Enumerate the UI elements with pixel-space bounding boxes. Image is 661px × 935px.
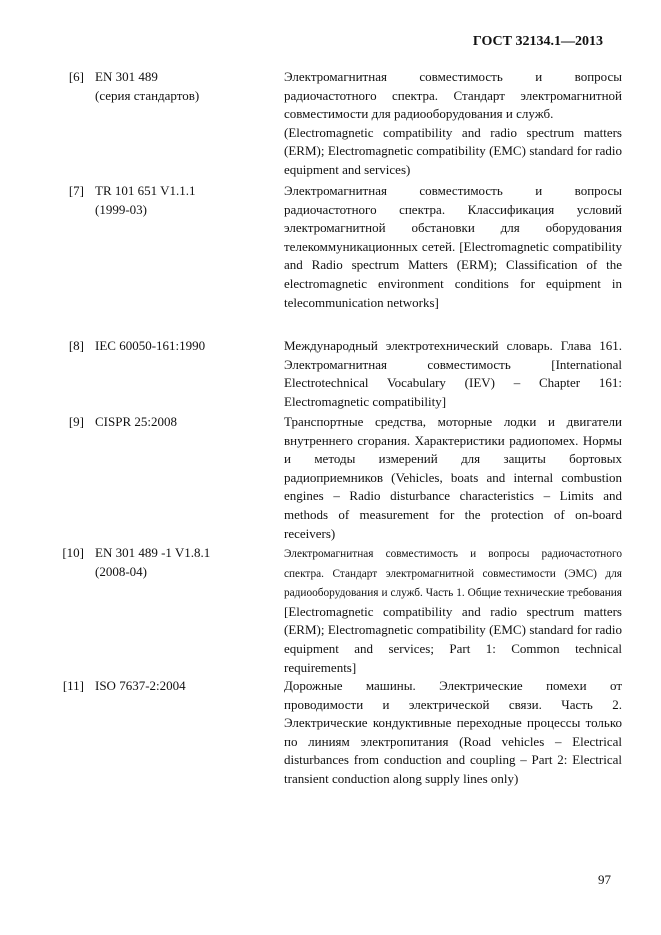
reference-code-line: (1999-03) (95, 201, 147, 217)
reference-description (284, 544, 622, 677)
reference-description-text: Дорожные машины. Электрические помехи от проводимости и электрической связи. Часть 2. Электрические кондуктивные переходные процессы только по линиям электропитания (Road vehicles – Electrical disturbances from conduction and coupling – Part 2: Electrical transient conduction along supply lines only) (284, 678, 622, 786)
reference-code-line: (серия стандартов) (95, 87, 200, 103)
reference-description-text: Электромагнитная совместимость и вопросы радиочастотного спектра. Классификация условий электромагнитной обстановки для оборудования телекоммуникационных сетей. [Electromagnetic compatibility and Radio spectrum Matters (ERM); Classification of the electromagnetic environment conditions for equipment in telecommunication networks] (284, 183, 622, 310)
reference-description (284, 337, 622, 411)
reference-number: [10] (62, 545, 84, 560)
reference-code-line: CISPR 25:2008 (95, 414, 177, 429)
reference-code (95, 337, 275, 356)
reference-description-en: [Electromagnetic compatibility and radio spectrum matters (ERM); Electromagnetic compatibility (EMC) standard for radio equipment and services; Part 1: Common technical requirements] (284, 603, 622, 675)
reference-description-text: Международный электротехнический словарь. Глава 161. Электромагнитная совместимость [International Electrotechnical Vocabulary (IEV) – Chapter 161: Electromagnetic compatibility] (284, 338, 622, 409)
reference-description (284, 677, 622, 789)
reference-description-en: (Electromagnetic compatibility and radio spectrum matters (ERM); Electromagnetic compatibility (EMC) standard for radio equipment and services) (284, 124, 622, 177)
reference-code (95, 413, 275, 432)
reference-code (95, 182, 275, 219)
reference-number: [6] (68, 69, 84, 84)
reference-code (95, 544, 275, 581)
reference-description-text (284, 544, 622, 677)
document-header: ГОСТ 32134.1—2013 (472, 34, 603, 49)
reference-code-line: IEC 60050-161:1990 (95, 338, 206, 353)
reference-number: [9] (68, 414, 84, 429)
reference-description-ru: Электромагнитная совместимость и вопросы радиочастотного спектра. Стандарт электромагнитной совместимости (ЭМС) для радиооборудования и служб. Часть 1. Общие технические требования (284, 548, 622, 600)
reference-description-text: Транспортные средства, моторные лодки и двигатели внутреннего сгорания. Характеристики радиопомех. Нормы и методы измерений для защиты бортовых радиоприемников (Vehicles, boats and internal combustion engines – Radio disturbance characteristics – Limits and methods of measurement for the protection of on-board receivers) (284, 414, 622, 541)
reference-description (284, 413, 622, 543)
reference-code-line: EN 301 489 -1 V1.8.1 (95, 545, 211, 560)
reference-code-line: EN 301 489 (95, 69, 158, 84)
reference-description-ru: Электромагнитная совместимость и вопросы радиочастотного спектра. Стандарт электромагнитной совместимости для радиооборудования и служб. (284, 69, 622, 122)
reference-code-line: ISO 7637-2:2004 (95, 678, 186, 693)
reference-number: [8] (68, 338, 84, 353)
reference-number: [7] (68, 183, 84, 198)
reference-description (284, 182, 622, 312)
reference-description (284, 68, 622, 180)
reference-code (95, 677, 275, 696)
reference-number: [11] (62, 678, 84, 693)
reference-code (95, 68, 275, 105)
reference-code-line: (2008-04) (95, 563, 147, 579)
reference-code-line: TR 101 651 V1.1.1 (95, 183, 196, 198)
page-number: 97 (598, 872, 611, 887)
